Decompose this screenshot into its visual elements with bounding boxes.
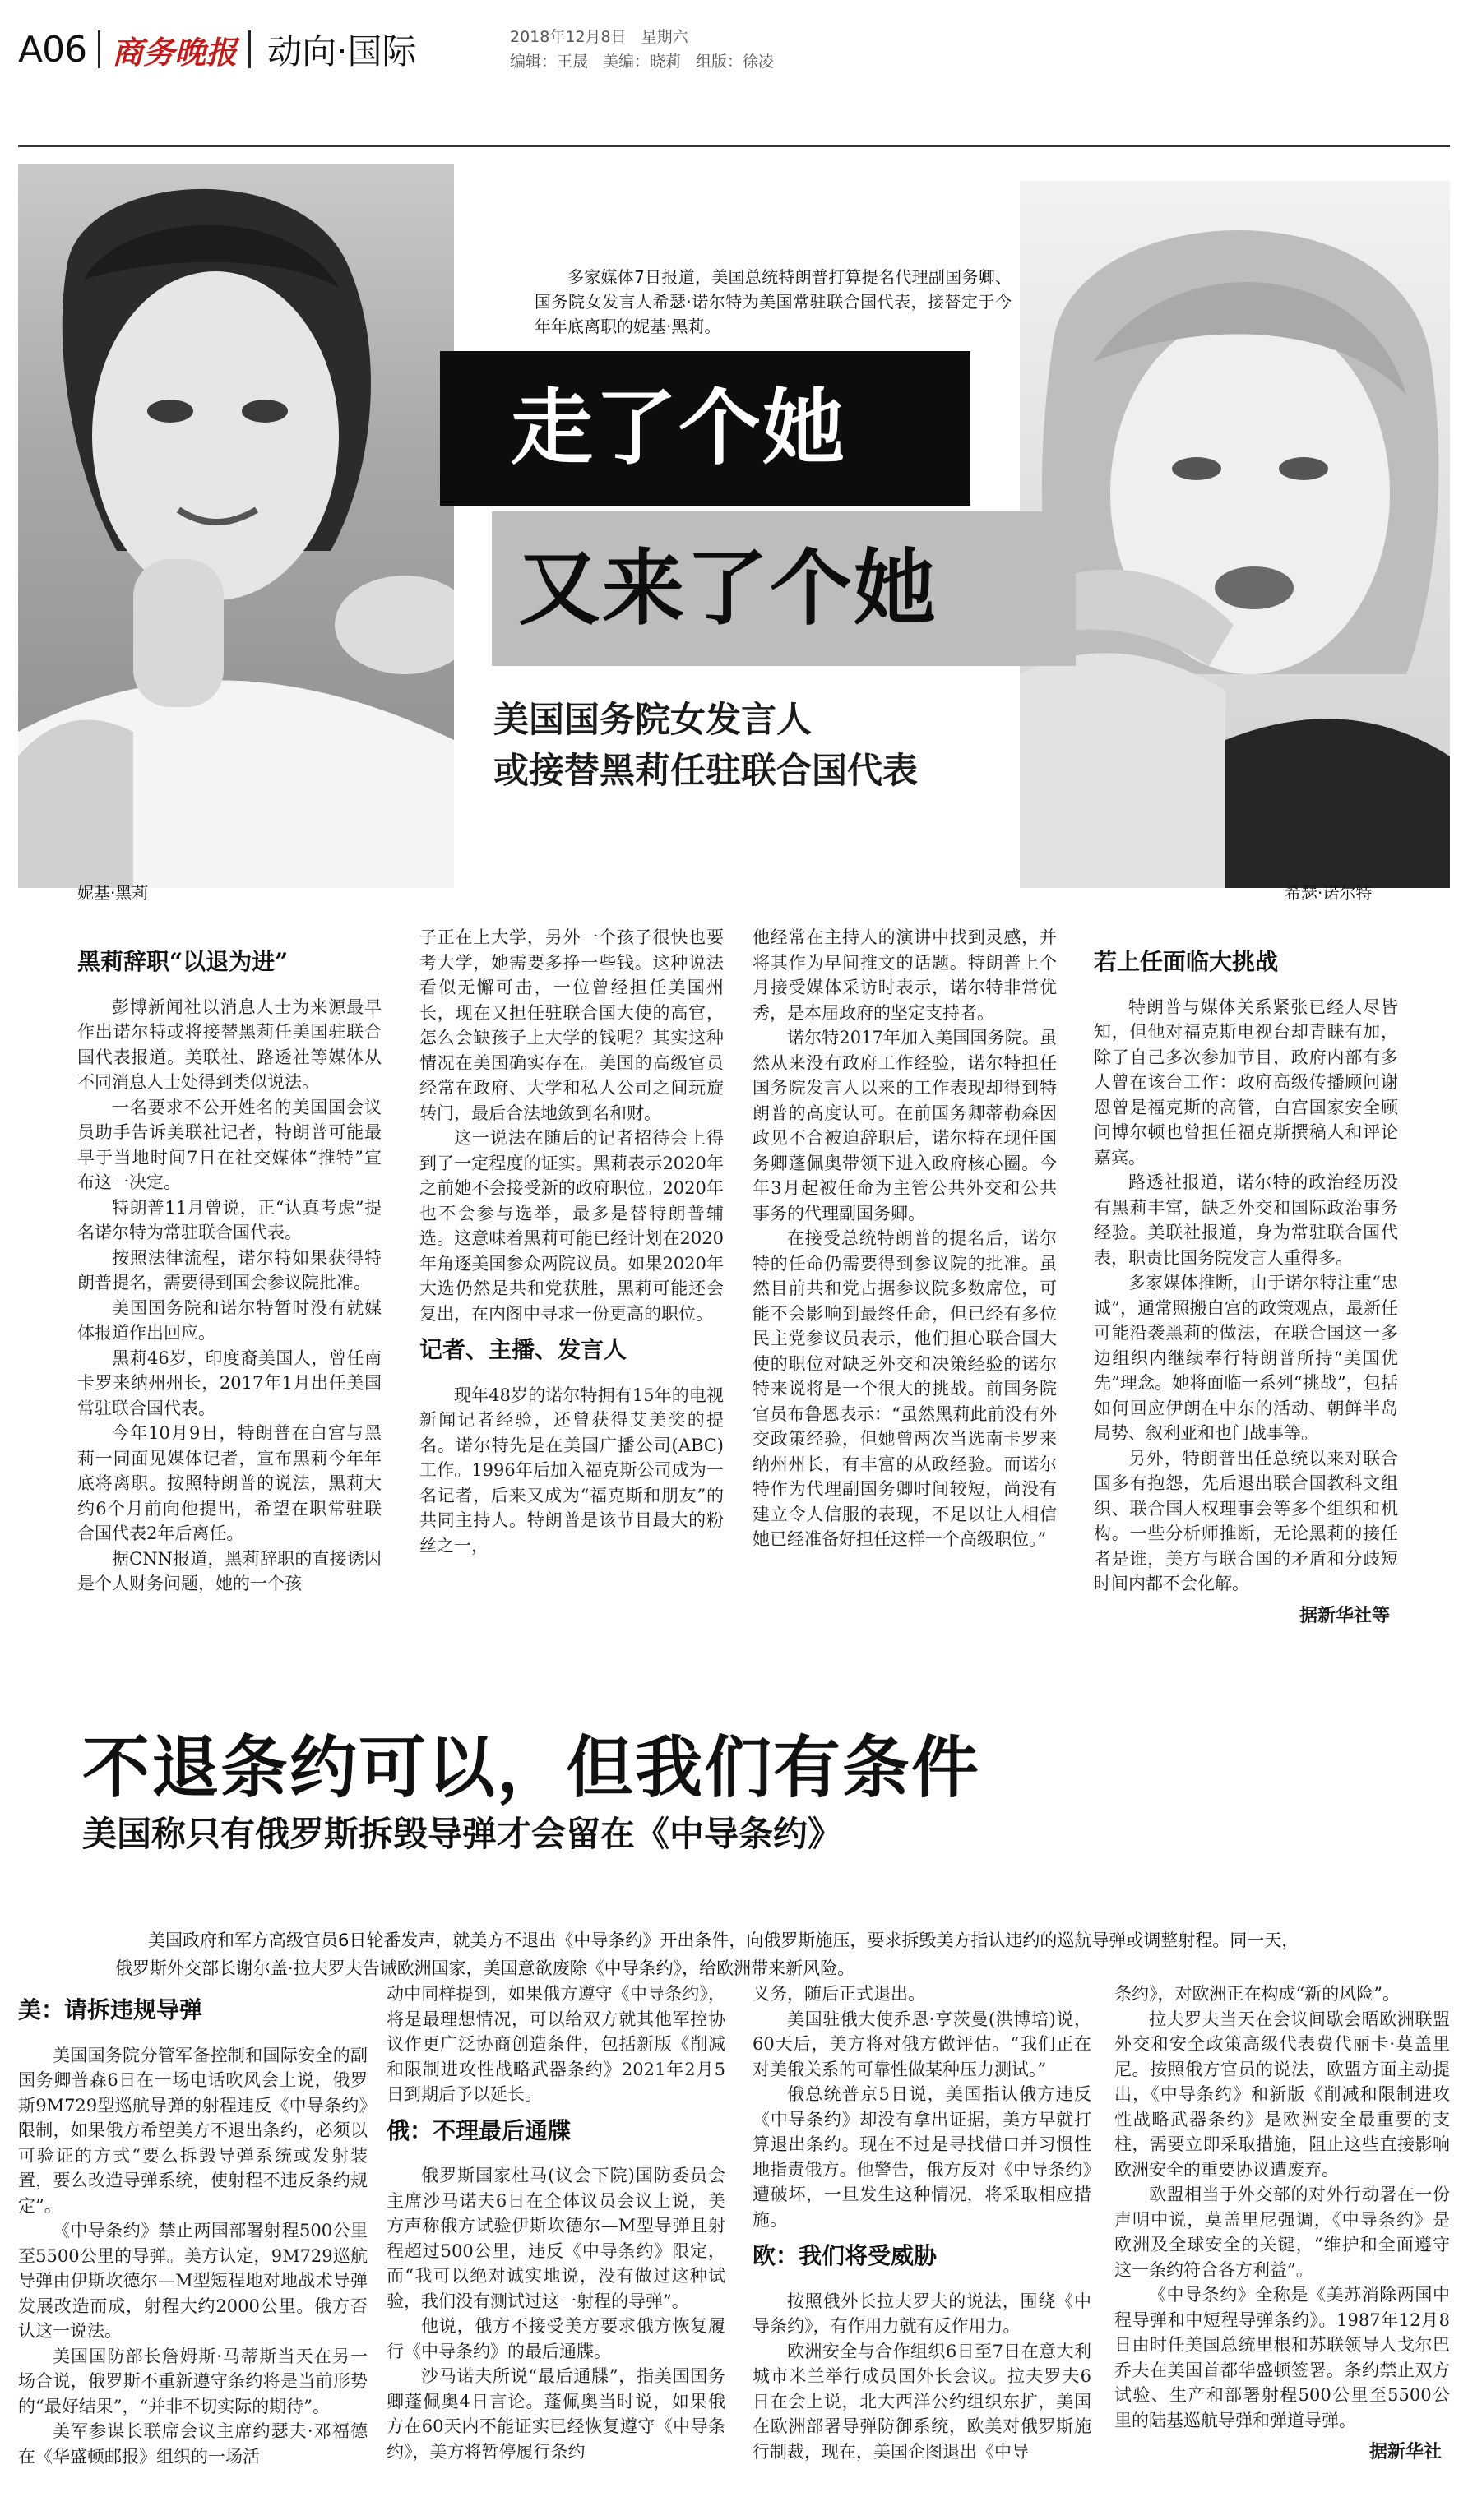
paragraph: 美国国务院分管军备控制和国际安全的副国务卿普森6日在一场电话吹风会上说，俄罗斯9M729型巡航导弹的射程违反《中导条约》限制，如果俄方希望美方不退出条约，必须以可验证的方式“要么拆毁导弹系统或发射装置，要么改造导弹系统，使射程不违反条约规定”。	[18, 2045, 368, 2216]
story1-column-1	[77, 950, 382, 1597]
page-number: A06	[18, 28, 87, 71]
paragraph: 特朗普与媒体关系紧张已经人尽皆知，但他对福克斯电视台却青睐有加，除了自己多次参加节目，政府内部有多人曾在该台工作：政府高级传播顾问谢恩曾是福克斯的高管，白宫国家安全顾问博尔顿也曾担任福克斯撰稿人和评论嘉宾。	[1094, 996, 1398, 1168]
paragraph: 多家媒体推断，由于诺尔特注重“忠诚”，通常照搬白宫的政策观点，最新任可能沿袭黑莉的做法，在联合国这一多边组织内继续奉行特朗普所持“美国优先”理念。她将面临一系列“挑战”，包括如何回应伊朗在中东的活动、朝鲜半岛局势、叙利亚和也门战事等。	[1094, 1273, 1398, 1443]
paragraph: 一名要求不公开姓名的美国国会议员助手告诉美联社记者，特朗普可能最早于当地时间7日在社交媒体“推特”宣布这一决定。	[77, 1097, 382, 1192]
story1-col4-heading: 若上任面临大挑战	[1094, 948, 1279, 975]
paragraph: 美国国防部长詹姆斯·马蒂斯当天在另一场合说，俄罗斯不重新遵守条约将是当前形势的“最好结果”，“并非不切实际的期待”。	[18, 2346, 368, 2416]
paragraph: 拉夫罗夫当天在会议间歇会晤欧洲联盟外交和安全政策高级代表费代丽卡·莫盖里尼。按照俄方官员的说法，欧盟方面主动提出，《中导条约》和新版《削减和限制进攻性战略武器条约》是欧洲安全最重要的支柱，需要立即采取措施，阻止这些直接影响欧洲安全的重要协议遭废弃。	[1114, 2009, 1450, 2180]
headline-box-1	[440, 351, 970, 506]
story2-column-4	[1114, 1981, 1450, 2465]
story2-col3-heading: 欧：我们将受威胁	[753, 2242, 938, 2269]
nauert-photo	[1020, 181, 1450, 888]
paragraph: 欧盟相当于外交部的对外行动署在一份声明中说，莫盖里尼强调，《中导条约》是欧洲及全球安全的关键，“维护和全面遵守这一条约符合各方利益”。	[1114, 2185, 1450, 2280]
masthead-divider	[248, 30, 251, 68]
paragraph: 子正在上大学，另外一个孩子很快也要考大学，她需要多挣一些钱。这种说法看似无懈可击，一位曾经担任美国州长，现在又担任驻联合国大使的高官，怎么会缺孩子上大学的钱呢？其实这种情况在美国确实存在。美国的高级官员经常在政府、大学和私人公司之间玩旋转门，最后合法地敛到名和财。	[419, 927, 724, 1123]
caption-nauert: 希瑟·诺尔特	[1285, 883, 1373, 903]
paragraph: 《中导条约》禁止两国部署射程500公里至5500公里的导弹。美方认定，9M729巡航导弹由伊斯坎德尔—M型短程地对地战术导弹发展改造而成，射程大约2000公里。俄方否认这一说法。	[18, 2221, 368, 2341]
artist-credit: 美编：晓莉	[603, 53, 682, 71]
story2-headline: 不退条约可以，但我们有条件	[82, 1729, 981, 1807]
paragraph: 美军参谋长联席会议主席约瑟夫·邓福德在《华盛顿邮报》组织的一场活	[18, 2421, 368, 2467]
headline-2: 又来了个她	[518, 540, 938, 636]
masthead-divider	[98, 30, 100, 68]
paragraph: 按照俄外长拉夫罗夫的说法，围绕《中导条约》，有作用力就有反作用力。	[753, 2291, 1091, 2336]
paragraph: 动中同样提到，如果俄方遵守《中导条约》，将是最理想情况，可以给双方就其他军控协议作更广泛协商创造条件，包括新版《削减和限制进攻性战略武器条约》2021年2月5日到期后予以延长。	[387, 1984, 725, 2104]
headline-1: 走了个她	[511, 380, 846, 476]
paragraph: 另外，特朗普出任总统以来对联合国多有抱怨，先后退出联合国教科文组织、联合国人权理事会等多个组织和机构。一些分析师推断，无论黑莉的接任者是谁，美方与联合国的矛盾和分歧短时间内都不会化解。	[1094, 1448, 1398, 1593]
paragraph: 他说，俄方不接受美方要求俄方恢复履行《中导条约》的最后通牒。	[387, 2316, 725, 2361]
paragraph: 美国驻俄大使乔恩·亨茨曼(洪博培)说，60天后，美方将对俄方做评估。“我们正在对美俄关系的可靠性做某种压力测试。”	[753, 2009, 1091, 2079]
paragraph: 在接受总统特朗普的提名后，诺尔特的任命仍需要得到参议院的批准。虽然目前共和党占据参议院多数席位，可能不会影响到最终任命，但已经有多位民主党参议员表示，他们担心联合国大使的职位对缺乏外交和决策经验的诺尔特来说将是一个很大的挑战。前国务院官员布鲁恩表示：“虽然黑莉此前没有外交政策经验，但她曾两次当选南卡罗来纳州州长，有丰富的从政经验。而诺尔特作为代理副国务卿时间较短，尚没有建立令人信服的表现，不足以让人相信她已经准备好担任这样一个高级职位。”	[753, 1228, 1057, 1549]
section-title: 动向·国际	[267, 31, 417, 72]
paragraph: 路透社报道，诺尔特的政治经历没有黑莉丰富，缺乏外交和国际政治事务经验。美联社报道，身为常驻联合国代表，职责比国务院发言人重得多。	[1094, 1172, 1398, 1268]
paragraph: 他经常在主持人的演讲中找到灵感，并将其作为早间推文的话题。特朗普上个月接受媒体采访时表示，诺尔特非常优秀，是本届政府的坚定支持者。	[753, 927, 1057, 1023]
newspaper-logo: 商务晚报	[112, 33, 238, 71]
paragraph: 《中导条约》全称是《美苏消除两国中程导弹和中短程导弹条约》。1987年12月8日由时任美国总统里根和苏联领导人戈尔巴乔夫在美国首都华盛顿签署。条约禁止双方试验、生产和部署射程500公里至5500公里的陆基巡航导弹和弹道导弹。	[1114, 2285, 1450, 2430]
paragraph: 据CNN报道，黑莉辞职的直接诱因是个人财务问题，她的一个孩	[77, 1548, 382, 1593]
paragraph: 美国国务院和诺尔特暂时没有就媒体报道作出回应。	[77, 1297, 382, 1343]
issue-date: 2018年12月8日	[510, 28, 627, 46]
story1-subhead-line-1: 美国国务院女发言人	[493, 700, 812, 741]
story1-subhead-line-2: 或接替黑莉任驻联合国代表	[493, 751, 918, 792]
paragraph: 诺尔特2017年加入美国国务院。虽然从来没有政府工作经验，诺尔特担任国务院发言人以来的工作表现却得到特朗普的高度认可。在前国务卿蒂勒森因政见不合被迫辞职后，诺尔特在现任国务卿蓬佩奥带领下进入政府核心圈。今年3月起被任命为主管公共外交和公共事务的代理副国务卿。	[753, 1028, 1057, 1223]
headline-box-2	[492, 511, 1076, 666]
paragraph: 特朗普11月曾说，正“认真考虑”提名诺尔特为常驻联合国代表。	[77, 1197, 382, 1242]
story2-lead: 美国政府和军方高级官员6日轮番发声，就美方不退出《中导条约》开出条件，向俄罗斯施压，要求拆毁美方指认违约的巡航导弹或调整射程。同一天，俄罗斯外交部长谢尔盖·拉夫罗夫告诫欧洲国家，美国意欲废除《中导条约》，给欧洲带来新风险。	[115, 1930, 1299, 1978]
story1-column-2	[419, 925, 724, 1558]
story2-source: 据新华社	[1368, 2441, 1442, 2462]
paragraph: 今年10月9日，特朗普在白宫与黑莉一同面见媒体记者，宣布黑莉今年年底将离职。按照特朗普的说法，黑莉大约6个月前向他提出，希望在职常驻联合国代表2年后离任。	[77, 1423, 382, 1543]
header-rule	[18, 145, 1450, 147]
paragraph: 俄罗斯国家杜马(议会下院)国防委员会主席沙马诺夫6日在全体议员会议上说，美方声称俄方试验伊斯坎德尔—M型导弹且射程超过500公里，违反《中导条约》限定，而“我可以绝对诚实地说，没有做过这种试验，我们没有测试过这一射程的导弹”。	[387, 2166, 725, 2311]
paragraph: 这一说法在随后的记者招待会上得到了一定程度的证实。黑莉表示2020年之前她不会接受新的政府职位。2020年也不会参与选举，最多是替特朗普辅选。这意味着黑莉可能已经计划在2020年角逐美国参众两院议员。如果2020年大选仍然是共和党获胜，黑莉可能还会复出，在内阁中寻求一份更高的职位。	[419, 1128, 724, 1324]
issue-meta	[510, 25, 789, 74]
caption-haley: 妮基·黑莉	[77, 883, 149, 903]
nauert-portrait-illustration	[1020, 181, 1450, 888]
paragraph: 按照法律流程，诺尔特如果获得特朗普提名，需要得到国会参议院批准。	[77, 1247, 382, 1292]
issue-weekday: 星期六	[641, 28, 688, 46]
story1-source: 据新华社等	[1299, 1604, 1390, 1626]
story2-column-2	[387, 1981, 725, 2464]
story1-column-4	[1094, 950, 1398, 1628]
story2-subhead: 美国称只有俄罗斯拆毁导弹才会留在《中导条约》	[82, 1814, 843, 1854]
haley-portrait-illustration	[18, 164, 454, 888]
story1-col2-heading: 记者、主播、发言人	[419, 1336, 627, 1363]
story2-column-1	[18, 1990, 368, 2469]
story2-col2-heading: 俄：不理最后通牒	[387, 2116, 572, 2144]
story1-lead: 多家媒体7日报道，美国总统特朗普打算提名代理副国务卿、国务院女发言人希瑟·诺尔特为美国常驻联合国代表，接替定于今年年底离职的妮基·黑莉。	[535, 267, 1012, 336]
layout-credit: 组版：徐凌	[696, 53, 775, 71]
paragraph: 条约》，对欧洲正在构成“新的风险”。	[1114, 1984, 1400, 2004]
paragraph: 沙马诺夫所说“最后通牒”，指美国国务卿蓬佩奥4日言论。蓬佩奥当时说，如果俄方在60天内不能证实已经恢复遵守《中导条约》，美方将暂停履行条约	[387, 2366, 725, 2462]
story1-column-3	[753, 925, 1057, 1552]
paragraph: 黑莉46岁，印度裔美国人，曾任南卡罗来纳州州长，2017年1月出任美国常驻联合国代表。	[77, 1348, 382, 1418]
story1-subhead	[493, 695, 1069, 797]
paragraph: 义务，随后正式退出。	[753, 1984, 925, 2004]
paragraph: 欧洲安全与合作组织6日至7日在意大利城市米兰举行成员国外长会议。拉夫罗夫6日在会上说，北大西洋公约组织东扩，美国在欧洲部署导弹防御系统，欧美对俄罗斯施行制裁，现在，美国企图退出《中导	[753, 2341, 1091, 2462]
story1-col1-heading: 黑莉辞职“以退为进”	[77, 948, 289, 975]
paragraph: 彭博新闻社以消息人士为来源最早作出诺尔特或将接替黑莉任美国驻联合国代表报道。美联社、路透社等媒体从不同消息人士处得到类似说法。	[77, 996, 382, 1092]
paragraph: 俄总统普京5日说，美国指认俄方违反《中导条约》却没有拿出证据，美方早就打算退出条约。现在不过是寻找借口并习惯性地指责俄方。他警告，俄方反对《中导条约》遭破坏，一旦发生这种情况，将采取相应措施。	[753, 2084, 1091, 2230]
masthead	[18, 25, 417, 74]
paragraph: 现年48岁的诺尔特拥有15年的电视新闻记者经验，还曾获得艾美奖的提名。诺尔特先是在美国广播公司(ABC)工作。1996年后加入福克斯公司成为一名记者，后来又成为“福克斯和朋友”的共同主持人。特朗普是该节目最大的粉丝之一，	[419, 1385, 724, 1556]
story2-column-3	[753, 1981, 1091, 2464]
story2-col1-heading: 美：请拆违规导弹	[18, 1996, 203, 2023]
haley-photo	[18, 164, 454, 888]
editor-credit: 编辑：王晟	[510, 53, 589, 71]
